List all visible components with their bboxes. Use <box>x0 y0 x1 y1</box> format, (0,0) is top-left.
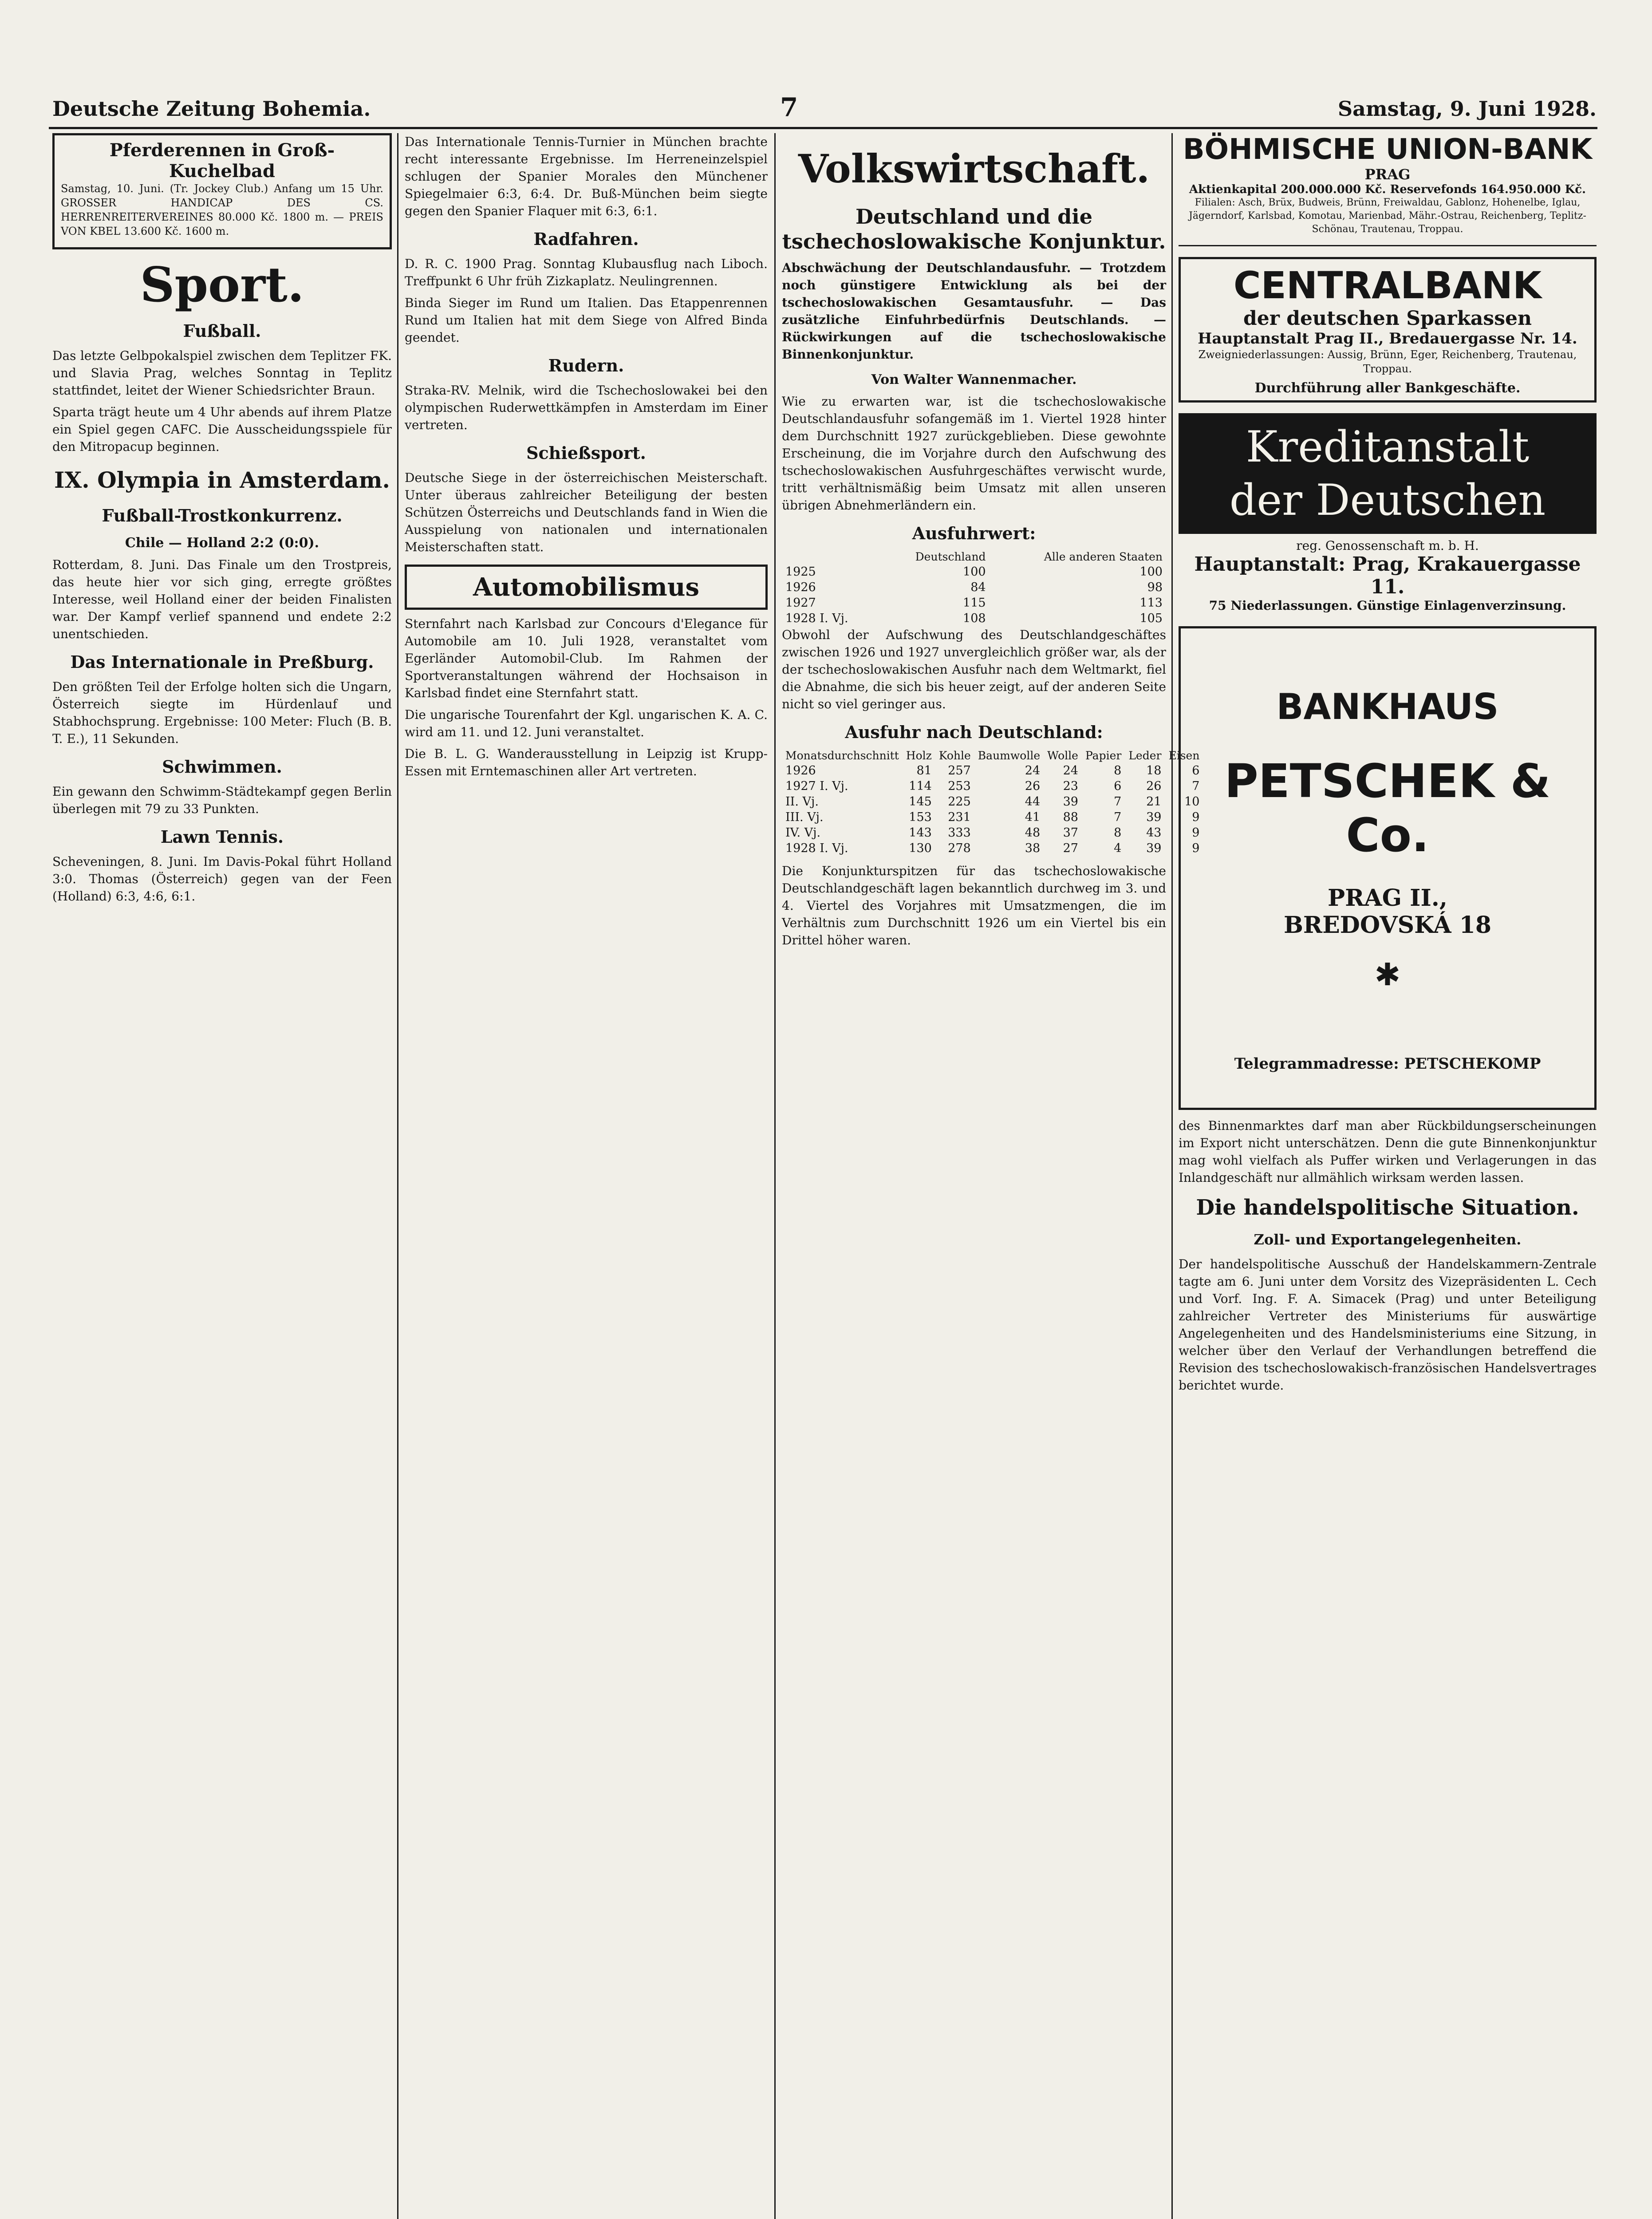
paragraph: Ein gewann den Schwimm-Städtekampf gegen Berlin überlegen mit 79 zu 33 Punkten. <box>52 784 392 816</box>
cell: 26 <box>1146 779 1162 793</box>
cell: IV. Vj. <box>785 826 821 840</box>
cell: 44 <box>1025 795 1041 809</box>
paragraph: Die B. L. G. Wanderausstellung in Leipzig ist Krupp-Essen mit Erntemaschinen aller Art vertreten. <box>405 746 768 778</box>
newspaper-title: Deutsche Zeitung Bohemia. <box>52 97 371 121</box>
bank-name: CENTRALBANK <box>1233 264 1542 307</box>
column-header: Papier <box>1085 749 1122 762</box>
kreditanstalt-ad <box>1179 413 1597 613</box>
cell: 7 <box>1114 795 1122 809</box>
centralbank-ad <box>1179 257 1597 403</box>
table-row <box>782 763 1203 778</box>
bank-name-line: der Deutschen <box>1229 475 1546 525</box>
column-header: Baumwolle <box>978 749 1041 762</box>
cell: III. Vj. <box>785 810 824 824</box>
header-rule <box>49 127 1597 129</box>
column-rule <box>774 133 776 2219</box>
cell: 1926 <box>785 764 816 778</box>
column-header: Alle anderen Staaten <box>1044 550 1163 563</box>
cell: 26 <box>1025 779 1041 793</box>
cell: 18 <box>1146 764 1162 778</box>
bank-address: Hauptanstalt: Prag, Krakauergasse 11. <box>1194 553 1581 598</box>
paragraph: D. R. C. 1900 Prag. Sonntag Klubausflug nach Liboch. Treffpunkt 6 Uhr früh Zizkaplatz. Neulingrennen. <box>405 257 768 288</box>
issue-date: Samstag, 9. Juni 1928. <box>1337 97 1597 121</box>
paragraph: Das letzte Gelbpokalspiel zwischen dem Teplitzer FK. und Slavia Prag, welches Sonntag in Teplitz stattfindet, leitet der Wiener Schiedsrichter Braun. <box>52 348 392 398</box>
cell: 153 <box>909 810 932 824</box>
table-row <box>782 611 1166 626</box>
paragraph: Deutsche Siege in der österreichischen Meisterschaft. Unter überaus zahlreicher Beteiligung der besten Schützen Österreichs und Deutschlands fand in Wien die Ausspielung von nationalen und internationalen Meisterschaften statt. <box>405 470 768 554</box>
paragraph: Sternfahrt nach Karlsbad zur Concours d'Elegance für Automobile am 10. Juli 1928, veranstaltet vom Egerländer Automobil-Club. Im Rahmen der Sportveranstaltungen während der Hochsaison in Karlsbad findet eine Sternfahrt statt. <box>405 616 768 700</box>
cell: II. Vj. <box>785 795 819 809</box>
table-row <box>782 564 1166 580</box>
cell: 24 <box>1063 764 1078 778</box>
column-header: Deutschland <box>915 550 986 563</box>
cell: 23 <box>1063 779 1078 793</box>
cell: 105 <box>1139 612 1163 625</box>
table-row <box>782 595 1166 611</box>
union-bank-ad <box>1179 133 1597 246</box>
bank-name: BÖHMISCHE UNION-BANK <box>1183 133 1593 166</box>
section-title: Die handelspolitische Situation. <box>1196 1195 1579 1220</box>
paragraph: Binda Sieger im Rund um Italien. Das Etappenrennen Rund um Italien hat mit dem Siege von Alfred Binda geendet. <box>405 296 768 345</box>
cell: 143 <box>909 826 932 840</box>
paragraph: Rotterdam, 8. Juni. Das Finale um den Trostpreis, das heute hier vor sich ging, erregte größtes Interesse, weil Holland einer der beiden Finalisten war. Der Kampf verlief spannend und endete 2:2 unentschieden. <box>52 557 392 641</box>
table-row <box>782 794 1203 809</box>
bank-address: PRAG II., BREDOVSKÁ 18 <box>1283 884 1492 939</box>
cell: 8 <box>1114 764 1122 778</box>
paragraph: Die Konjunkturspitzen für das tschechoslowakische Deutschlandgeschäft lagen bekanntlich durchweg im 3. und 4. Viertel des Vorjahres mit Umsatzmengen, die im Verhältnis zum Durchschnitt 1926 um ein Viertel bis ein Drittel höher waren. <box>782 864 1166 948</box>
cell: 100 <box>1139 565 1163 579</box>
cell: 253 <box>948 779 971 793</box>
cell: 41 <box>1025 810 1041 824</box>
cell: 100 <box>963 565 986 579</box>
bank-address: Hauptanstalt Prag II., Bredauergasse Nr. 14. <box>1198 330 1577 347</box>
cell: 8 <box>1114 826 1122 840</box>
subsection-title: Schwimmen. <box>162 757 282 777</box>
subsection-title: Zoll- und Exportangelegenheiten. <box>1254 1231 1522 1248</box>
column-rule <box>1171 133 1173 2219</box>
cell: 6 <box>1192 764 1200 778</box>
cell: 7 <box>1114 810 1122 824</box>
bank-name-banner <box>1179 413 1597 534</box>
paragraph: Das Internationale Tennis-Turnier in München brachte recht interessante Ergebnisse. Im Herreneinzelspiel schlugen der Spanier Morales den Münchener Spiegelmaier 6:3, 6:4. Dr. Buß-München beim siegte gegen den Spanier Flaquer mit 6:3, 6:1. <box>405 134 768 218</box>
cell: 38 <box>1025 841 1041 855</box>
table-row <box>782 580 1166 595</box>
subsection-title: Fußball-Trostkonkurrenz. <box>102 505 343 525</box>
cell: 39 <box>1146 841 1162 855</box>
cell: 1925 <box>785 565 816 579</box>
sport-column-2 <box>405 133 768 2219</box>
bank-name: PETSCHEK & Co. <box>1224 754 1551 862</box>
column-header: Kohle <box>938 749 971 762</box>
cell: 7 <box>1192 779 1200 793</box>
cell: 84 <box>970 580 986 594</box>
paragraph: Wie zu erwarten war, ist die tschechoslowakische Deutschlandausfuhr sofangemäß im 1. Viertel 1928 hinter dem Durchschnitt 1927 zurückgeblieben. Diese gewohnte Erscheinung, die im Vorjahre durch den Aufschwung des tschechoslowakischen Ausfuhrgeschäftes verwischt wurde, tritt verhältnismäßig beim Umsatz mit allen unseren übrigen Abnehmerländern ein. <box>782 394 1166 513</box>
bank-branches: Filialen: Asch, Brüx, Budweis, Brünn, Freiwaldau, Gablonz, Hohenelbe, Iglau, Jägerndorf, Karlsbad, Komotau, Marienbad, Mähr.-Ostrau, Reichenberg, Teplitz-Schönau, Trautenau, Troppau. <box>1189 197 1586 235</box>
column-rule <box>397 133 398 2219</box>
section-title: Automobilismus <box>405 565 768 610</box>
horse-racing-ad <box>52 133 392 249</box>
paragraph: Die ungarische Tourenfahrt der Kgl. ungarischen K. A. C. wird am 11. und 12. Juni veranstaltet. <box>405 707 768 739</box>
cell: 1927 I. Vj. <box>785 779 848 793</box>
bank-subtitle: der deutschen Sparkassen <box>1243 307 1532 330</box>
paragraph: Obwohl der Aufschwung des Deutschlandgeschäftes zwischen 1926 und 1927 unvergleichlich größer war, als der der tschechoslowakischen Ausfuhr nach dem Weltmarkt, fiel die Abnahme, die sich bis heuer zeigt, auf der anderen Seite nicht so viel geringer aus. <box>782 628 1166 711</box>
bank-name-line: Kreditanstalt <box>1246 422 1530 472</box>
cell: 37 <box>1063 826 1078 840</box>
bank-city: PRAG <box>1364 166 1411 183</box>
subsection-title: Schießsport. <box>526 443 646 463</box>
cell: 130 <box>909 841 932 855</box>
cell: 10 <box>1184 795 1200 809</box>
cell: 43 <box>1146 826 1162 840</box>
ads-column <box>1179 133 1597 2219</box>
column-header: Monatsdurchschnitt <box>785 749 899 762</box>
cell: 145 <box>909 795 932 809</box>
cell: 4 <box>1114 841 1122 855</box>
cell: 278 <box>948 841 971 855</box>
cell: 113 <box>1139 596 1163 610</box>
bank-registration: reg. Genossenschaft m. b. H. <box>1296 538 1479 553</box>
petschek-ad <box>1179 626 1597 1110</box>
subsection-title: Radfahren. <box>533 229 639 249</box>
cell: 225 <box>948 795 971 809</box>
byline: Von Walter Wannenmacher. <box>871 372 1077 387</box>
economy-column <box>782 133 1200 2219</box>
cell: 21 <box>1146 795 1162 809</box>
sport-column <box>52 133 392 2219</box>
paragraph: Scheveningen, 8. Juni. Im Davis-Pokal führt Holland 3:0. Thomas (Österreich) gegen van der Feen (Holland) 6:3, 4:6, 6:1. <box>52 854 392 904</box>
section-title: IX. Olympia in Amsterdam. <box>54 467 390 493</box>
bank-name: BANKHAUS <box>1276 686 1499 727</box>
table-header-row <box>782 748 1203 763</box>
export-goods-table <box>782 748 1203 856</box>
cell: 333 <box>948 826 971 840</box>
cell: 6 <box>1114 779 1122 793</box>
ad-text: Samstag, 10. Juni. (Tr. Jockey Club.) Anfang um 15 Uhr. GROSSER HANDICAP DES CS. HERRENREITERVEREINES 80.000 Kč. 1800 m. — PREIS VON KBEL 13.600 Kč. 1600 m. <box>61 182 383 237</box>
table-row <box>782 841 1203 856</box>
cell: 1927 <box>785 596 816 610</box>
cell: 98 <box>1147 580 1163 594</box>
cell: 114 <box>909 779 932 793</box>
subsection-title: Rudern. <box>548 355 624 375</box>
column-header: Holz <box>906 749 932 762</box>
ad-title: Pferderennen in Groß-Kuchelbad <box>109 140 335 182</box>
bank-slogan: Durchführung aller Bankgeschäfte. <box>1254 380 1521 396</box>
cell: 24 <box>1025 764 1041 778</box>
star-icon: ✱ <box>1374 956 1401 993</box>
cell: 231 <box>948 810 971 824</box>
match-result: Chile — Holland 2:2 (0:0). <box>125 535 319 551</box>
column-header: Wolle <box>1047 749 1078 762</box>
subsection-title: Lawn Tennis. <box>160 827 284 847</box>
table-row <box>782 825 1203 841</box>
cell: 9 <box>1192 810 1200 824</box>
cell: 9 <box>1192 841 1200 855</box>
cell: 27 <box>1063 841 1078 855</box>
paragraph: Straka-RV. Melnik, wird die Tschechoslowakei bei den olympischen Ruderwettkämpfen in Amsterdam im Einer vertreten. <box>405 383 768 432</box>
table-title: Ausfuhrwert: <box>912 523 1036 543</box>
article-headline: Deutschland und die tschechoslowakische Konjunktur. <box>782 205 1166 253</box>
cell: 81 <box>916 764 932 778</box>
section-title: Sport. <box>140 257 304 313</box>
column-header: Eisen <box>1168 749 1200 762</box>
cell: 257 <box>948 764 971 778</box>
bank-telegram: Telegrammadresse: PETSCHEKOMP <box>1234 1055 1541 1073</box>
page-number: 7 <box>780 92 798 122</box>
paragraph: des Binnenmarktes darf man aber Rückbildungserscheinungen im Export nicht unterschätzen. Denn die gute Binnenkonjunktur mag wohl vielfach als Puffer wirken und Verlagerungen in das Inlandgeschäft nur allmählich wirksam werden lassen. <box>1179 1118 1597 1185</box>
subsection-title: Fußball. <box>183 321 261 341</box>
cell: 88 <box>1063 810 1078 824</box>
cell: 1928 I. Vj. <box>785 841 848 855</box>
page-header <box>52 92 1597 123</box>
cell: 1926 <box>785 580 816 594</box>
table-row <box>782 809 1203 825</box>
export-value-table <box>782 549 1166 626</box>
section-title: Volkswirtschaft. <box>798 146 1150 192</box>
table-row <box>782 778 1203 794</box>
cell: 9 <box>1192 826 1200 840</box>
bank-branches: Zweigniederlassungen: Aussig, Brünn, Eger, Reichenberg, Trautenau, Troppau. <box>1198 348 1577 375</box>
subsection-title: Das Internationale in Preßburg. <box>70 652 374 672</box>
cell: 39 <box>1063 795 1078 809</box>
cell: 39 <box>1146 810 1162 824</box>
paragraph: Der handelspolitische Ausschuß der Handelskammern-Zentrale tagte am 6. Juni unter dem Vorsitz des Vizepräsidenten L. Cech und Vorf. Ing. F. A. Simacek (Prag) und unter Beteiligung zahlreicher Vertreter des Ministeriums für auswärtige Angelegenheiten und des Handelsministeriums eine Sitzung, in welcher über den Verlauf der Verhandlungen betreffend die Revision des tschechoslowakisch-französischen Handelsvertrages berichtet wurde. <box>1179 1257 1597 1393</box>
paragraph: Den größten Teil der Erfolge holten sich die Ungarn, Österreich siegte im Hürdenlauf und Stabhochsprung. Ergebnisse: 100 Meter: Fluch (B. B. T. E.), 11 Sekunden. <box>52 679 392 746</box>
table-header-row <box>782 549 1166 564</box>
paragraph: Sparta trägt heute um 4 Uhr abends auf ihrem Platze ein Spiel gegen CAFC. Die Ausscheidungsspiele für den Mitropacup beginnen. <box>52 405 392 454</box>
table-title: Ausfuhr nach Deutschland: <box>845 722 1103 742</box>
article-lead: Abschwächung der Deutschlandausfuhr. — Trotzdem noch günstigere Entwicklung als bei der tschechoslowakischen Gesamtausfuhr. — Das zusätzliche Einfuhrbedürfnis Deutschlands. — Rückwirkungen auf die tschechoslowakische Binnenkonjunktur. <box>782 261 1166 362</box>
column-header: Leder <box>1128 749 1162 762</box>
cell: 108 <box>963 612 986 625</box>
cell: 115 <box>963 596 986 610</box>
bank-note: 75 Niederlassungen. Günstige Einlagenverzinsung. <box>1209 598 1566 613</box>
column-header <box>782 549 880 564</box>
cell: 1928 I. Vj. <box>785 612 848 625</box>
bank-capital: Aktienkapital 200.000.000 Kč. Reservefonds 164.950.000 Kč. <box>1189 183 1586 196</box>
cell: 48 <box>1025 826 1041 840</box>
